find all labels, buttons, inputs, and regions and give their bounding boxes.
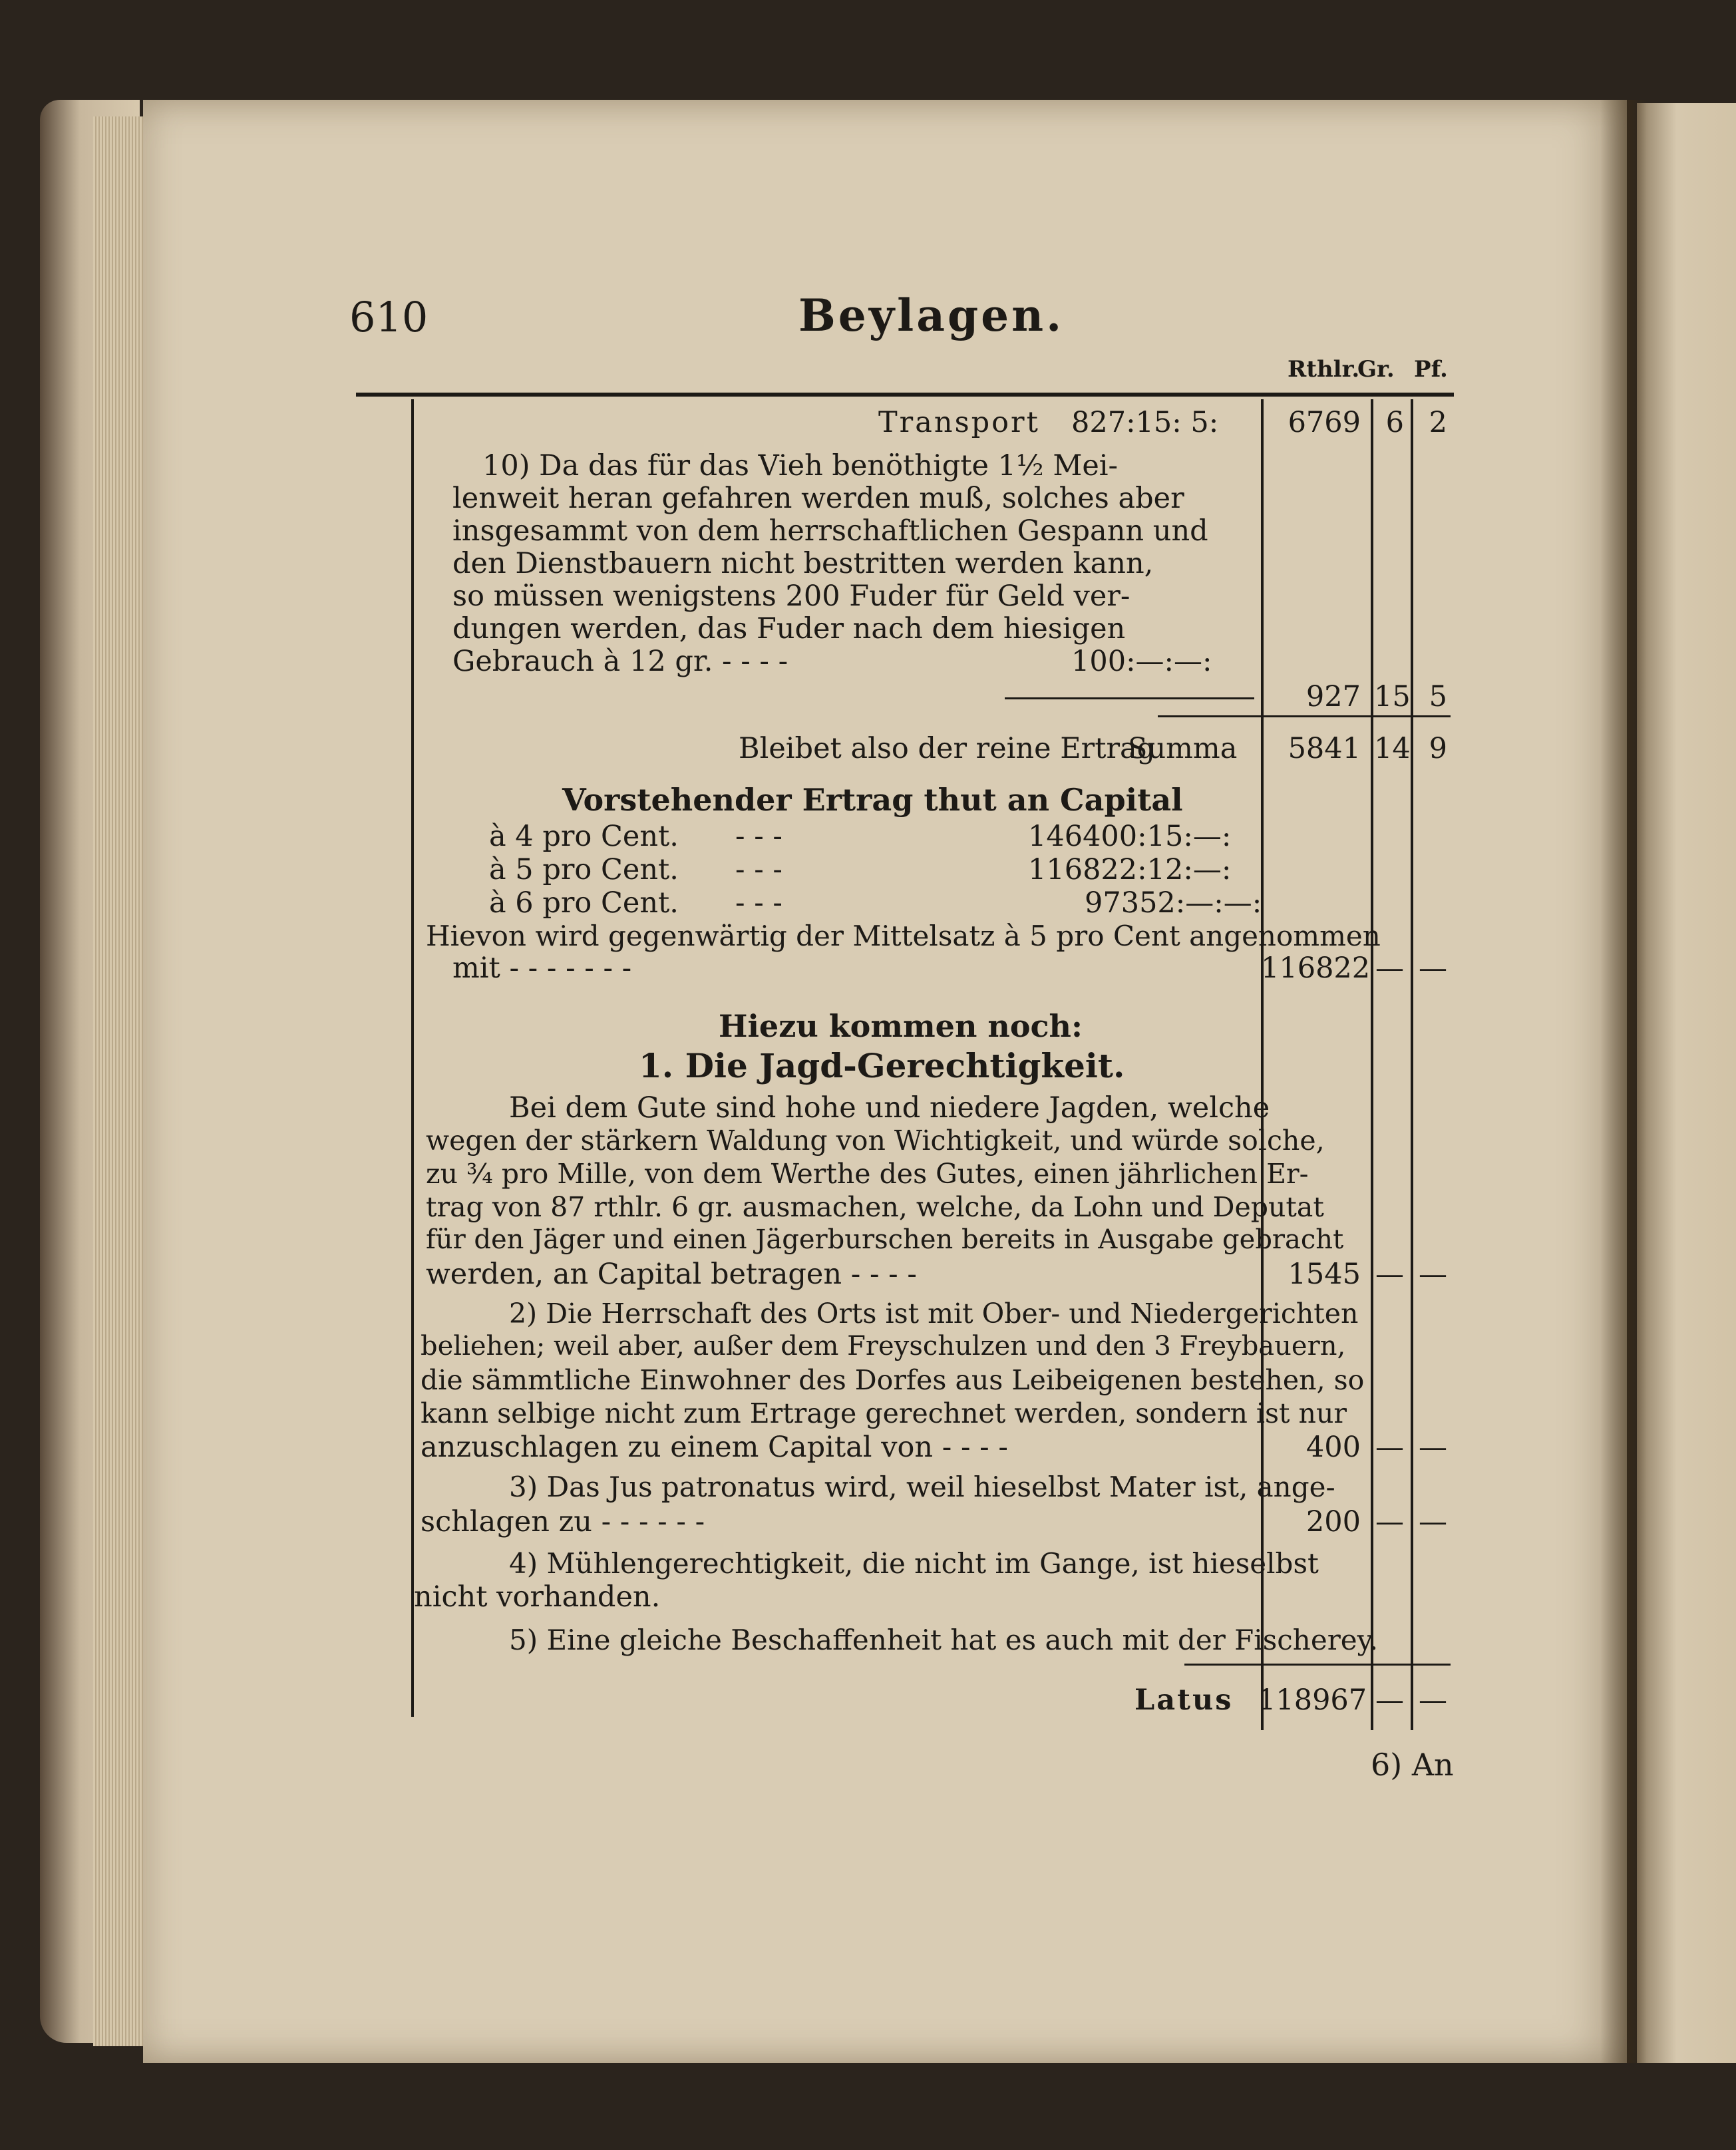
jagd-line: trag von 87 rthlr. 6 gr. ausmachen, welche, da Lohn und Deputat: [426, 1191, 1324, 1223]
mittelsatz-line: Hievon wird gegenwärtig der Mittelsatz à 5 pro Cent angenommen: [426, 920, 1381, 952]
capital-gr: —: [1375, 952, 1404, 985]
transport-gr: 6: [1385, 406, 1404, 439]
item2-thlr: 400: [1305, 1431, 1361, 1464]
capital-heading: Vorstehender Ertrag thut an Capital: [562, 782, 1183, 818]
jagd-gr: —: [1375, 1258, 1404, 1291]
capital-thlr: 116822: [1261, 952, 1371, 985]
mittelsatz-line: mit - - - - - - -: [452, 952, 632, 985]
summa-gr: 14: [1374, 732, 1411, 765]
summa-word: Summa: [1128, 732, 1238, 765]
latus-gr: —: [1375, 1684, 1404, 1717]
summa-thlr: 5841: [1288, 732, 1361, 765]
capital-value: 116822:12:—:: [1028, 853, 1232, 886]
item2-line: kann selbige nicht zum Ertrage gerechnet werden, sondern ist nur: [421, 1397, 1347, 1429]
jagd-line: für den Jäger und einen Jägerburschen bereits in Ausgabe gebracht: [426, 1224, 1344, 1255]
item3-thlr: 200: [1305, 1505, 1361, 1538]
summa-pf: 9: [1429, 732, 1447, 765]
item10-line: insgesammt von dem herrschaftlichen Gespann und: [452, 514, 1208, 548]
item2-line: die sämmtliche Einwohner des Dorfes aus Leibeigenen bestehen, so: [421, 1364, 1365, 1396]
capital-rate: à 6 pro Cent.: [489, 886, 679, 920]
item2-line: 2) Die Herrschaft des Orts ist mit Ober- und Niedergerichten: [509, 1298, 1359, 1330]
transport-pf: 2: [1429, 406, 1447, 439]
item2-pf: —: [1419, 1431, 1447, 1464]
jagd-thlr: 1545: [1288, 1258, 1361, 1291]
capital-dashes: - - -: [735, 820, 782, 853]
facing-page-edge: [1637, 103, 1736, 2063]
latus-label: Latus: [1134, 1684, 1234, 1717]
capital-rate: à 4 pro Cent.: [489, 820, 679, 853]
transport-inner: 827:15: 5:: [1071, 406, 1219, 439]
item4-line: 4) Mühlengerechtigkeit, die nicht im Gange, ist hieselbst: [509, 1547, 1319, 1580]
catchword: 6) An: [1371, 1747, 1454, 1783]
hiezu-heading: Hiezu kommen noch:: [719, 1008, 1083, 1044]
transport-thlr: 6769: [1288, 406, 1361, 439]
latus-rule: [1184, 1664, 1451, 1666]
subtotal-rule: [1158, 715, 1451, 717]
item10-line: so müssen wenigstens 200 Fuder für Geld ver-: [452, 580, 1130, 613]
capital-value: 97352:—:—:: [1085, 886, 1262, 920]
subtotal-gr: 15: [1374, 680, 1411, 713]
item10-line: 10) Da das für das Vieh benöthigte 1½ Mei-: [482, 449, 1119, 482]
subtotal-thlr: 927: [1305, 680, 1361, 713]
item10-line: dungen werden, das Fuder nach dem hiesigen: [452, 612, 1126, 645]
header-rule: [356, 393, 1454, 397]
jagd-pf: —: [1419, 1258, 1447, 1291]
item10-line: Gebrauch à 12 gr. - - - -: [452, 645, 788, 678]
capital-rate: à 5 pro Cent.: [489, 853, 679, 886]
latus-pf: —: [1419, 1684, 1447, 1717]
latus-thlr: 118967: [1258, 1684, 1367, 1717]
page-number: 610: [349, 293, 429, 341]
jagd-line: zu ¾ pro Mille, von dem Werthe des Gutes, einen jährlichen Er-: [426, 1158, 1309, 1190]
left-margin-rule: [411, 399, 414, 1717]
item4-line: nicht vorhanden.: [414, 1580, 661, 1614]
item2-line: anzuschlagen zu einem Capital von - - - -: [421, 1431, 1008, 1464]
item10-line: den Dienstbauern nicht bestritten werden kann,: [452, 547, 1154, 580]
item10-inner: 100:—:—:: [1071, 645, 1212, 678]
item10-line: lenweit heran gefahren werden muß, solches aber: [452, 482, 1184, 515]
rule-gr-left: [1371, 399, 1373, 1730]
capital-pf: —: [1419, 952, 1447, 985]
summa-label: Bleibet also der reine Ertrag: [739, 732, 1156, 765]
capital-value: 146400:15:—:: [1028, 820, 1232, 853]
gutter-shadow: [1600, 100, 1647, 2063]
col-head-thlr: Rthlr.: [1288, 356, 1360, 383]
item3-line: schlagen zu - - - - - -: [421, 1505, 705, 1538]
col-head-gr: Gr.: [1357, 356, 1395, 383]
jagd-line: wegen der stärkern Waldung von Wichtigkeit, und würde solche,: [426, 1125, 1325, 1157]
transport-label: Transport: [878, 406, 1040, 439]
col-head-pf: Pf.: [1414, 356, 1448, 383]
item5-line: 5) Eine gleiche Beschaffenheit hat es auch mit der Fischerey.: [509, 1624, 1379, 1656]
item3-line: 3) Das Jus patronatus wird, weil hieselbst Mater ist, ange-: [509, 1471, 1335, 1503]
rule-thlr-left: [1261, 399, 1264, 1730]
jagd-line: Bei dem Gute sind hohe und niedere Jagden, welche: [509, 1091, 1270, 1125]
rule-pf-left: [1411, 399, 1413, 1730]
item2-gr: —: [1375, 1431, 1404, 1464]
subtotal-pf: 5: [1429, 680, 1447, 713]
inner-sum-rule: [1005, 697, 1254, 699]
running-header: Beylagen.: [798, 289, 1065, 341]
jagd-line: werden, an Capital betragen - - - -: [426, 1258, 917, 1291]
item3-gr: —: [1375, 1505, 1404, 1538]
capital-dashes: - - -: [735, 853, 782, 886]
capital-dashes: - - -: [735, 886, 782, 920]
item3-pf: —: [1419, 1505, 1447, 1538]
item2-line: beliehen; weil aber, außer dem Freyschulzen und den 3 Freybauern,: [421, 1331, 1346, 1361]
jagd-title: 1. Die Jagd-Gerechtigkeit.: [639, 1046, 1125, 1085]
